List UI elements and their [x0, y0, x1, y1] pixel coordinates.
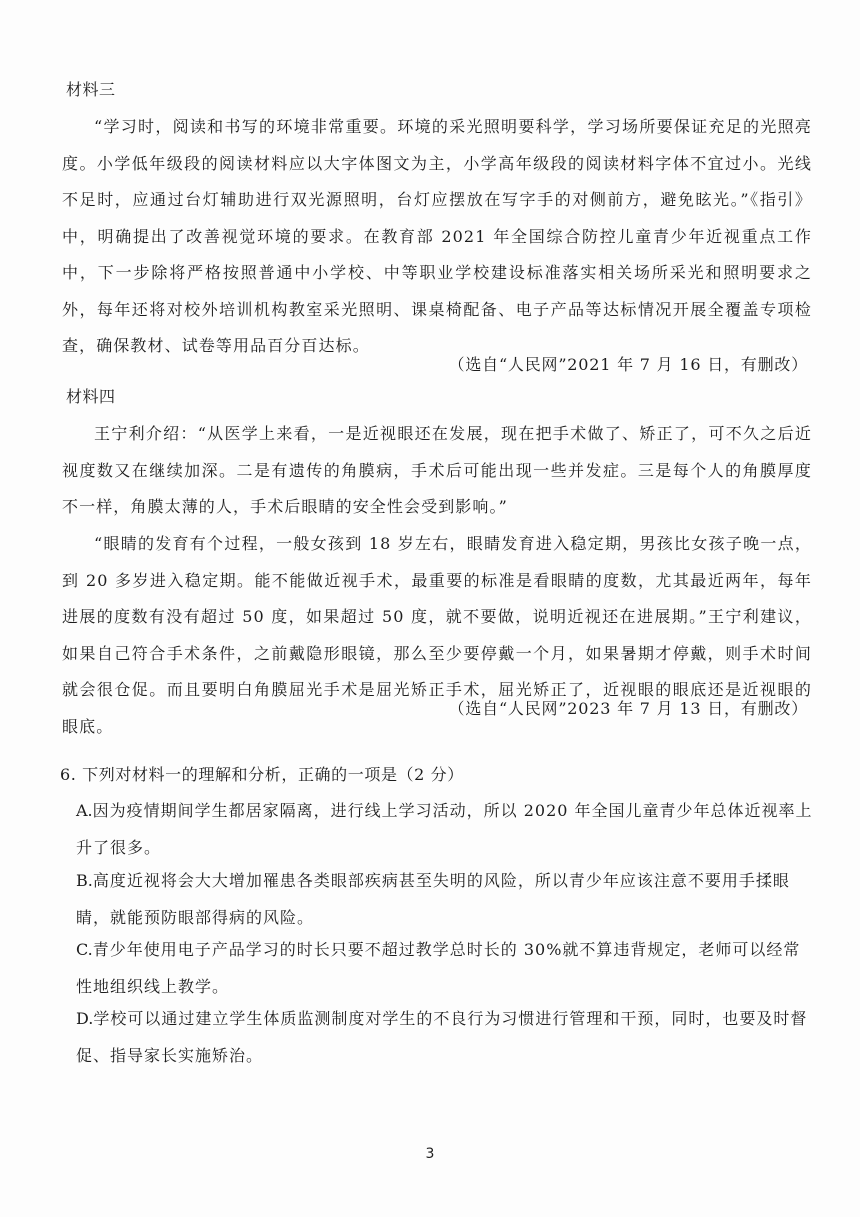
- option-a-text: 因为疫情期间学生都居家隔离，进行线上学习活动，所以 2020 年全国儿童青少年总体近视率上升了很多。: [76, 801, 813, 857]
- question-6-stem: 6. 下列对材料一的理解和分析，正确的一项是（2 分）: [60, 765, 464, 784]
- option-c-text: 青少年使用电子产品学习的时长只要不超过教学总时长的 30%就不算违背规定，老师可以经常性地组织线上教学。: [76, 940, 801, 996]
- option-a[interactable]: [76, 792, 814, 866]
- option-c[interactable]: [76, 931, 814, 1005]
- page-number: 3: [425, 1146, 435, 1162]
- material-3-source: （选自“人民网”2021 年 7 月 16 日，有删改）: [448, 355, 808, 374]
- material-4-paragraph-2: “眼睛的发育有个过程，一般女孩到 18 岁左右，眼睛发育进入稳定期，男孩比女孩子晚一点，到 20 多岁进入稳定期。能不能做近视手术，最重要的标准是看眼睛的度数，尤其最近两年，每年进展的度数有没有超过 50 度，如果超过 50 度，就不要做，说明近视还在进展期。”王宁利建议，如果自己符合手术条件，之前戴隐形眼镜，那么至少要停戴一个月，如果暑期才停戴，则手术时间就会很仓促。而且要明白角膜屈光手术是屈光矫正手术，屈光矫正了，近视眼的眼底还是近视眼的眼底。: [62, 534, 812, 736]
- material-4-heading: 材料四: [66, 387, 116, 406]
- material-3-paragraph: “学习时，阅读和书写的环境非常重要。环境的采光照明要科学，学习场所要保证充足的光照亮度。小学低年级段的阅读材料应以大字体图文为主，小学高年级段的阅读材料字体不宜过小。光线不足时，应通过台灯辅助进行双光源照明，台灯应摆放在写字手的对侧前方，避免眩光。”《指引》中，明确提出了改善视觉环境的要求。在教育部 2021 年全国综合防控儿童青少年近视重点工作中，下一步除将严格按照普通中小学校、中等职业学校建设标准落实相关场所采光和照明要求之外，每年还将对校外培训机构教室采光照明、课桌椅配备、电子产品等达标情况开展全覆盖专项检查，确保教材、试卷等用品百分百达标。: [62, 117, 812, 355]
- material-4-paragraph-1: 王宁利介绍：“从医学上来看，一是近视眼还在发展，现在把手术做了、矫正了，可不久之后近视度数又在继续加深。二是有遗传的角膜病，手术后可能出现一些并发症。三是每个人的角膜厚度不一样，角膜太薄的人，手术后眼睛的安全性会受到影响。”: [62, 424, 812, 516]
- option-a-letter: A.: [76, 801, 93, 820]
- material-4-source: （选自“人民网”2023 年 7 月 13 日，有删改）: [448, 699, 808, 718]
- option-c-letter: C.: [76, 940, 93, 959]
- option-b[interactable]: [76, 862, 814, 936]
- option-b-letter: B.: [76, 871, 93, 890]
- option-d-text: 学校可以通过建立学生体质监测制度对学生的不良行为习惯进行管理和干预，同时，也要及时督促、指导家长实施矫治。: [76, 1009, 808, 1065]
- option-b-text: 高度近视将会大大增加罹患各类眼部疾病甚至失明的风险，所以青少年应该注意不要用手揉眼睛，就能预防眼部得病的风险。: [76, 871, 790, 927]
- option-d[interactable]: [76, 1000, 814, 1074]
- option-d-letter: D.: [76, 1009, 94, 1028]
- material-3-heading: 材料三: [66, 80, 116, 99]
